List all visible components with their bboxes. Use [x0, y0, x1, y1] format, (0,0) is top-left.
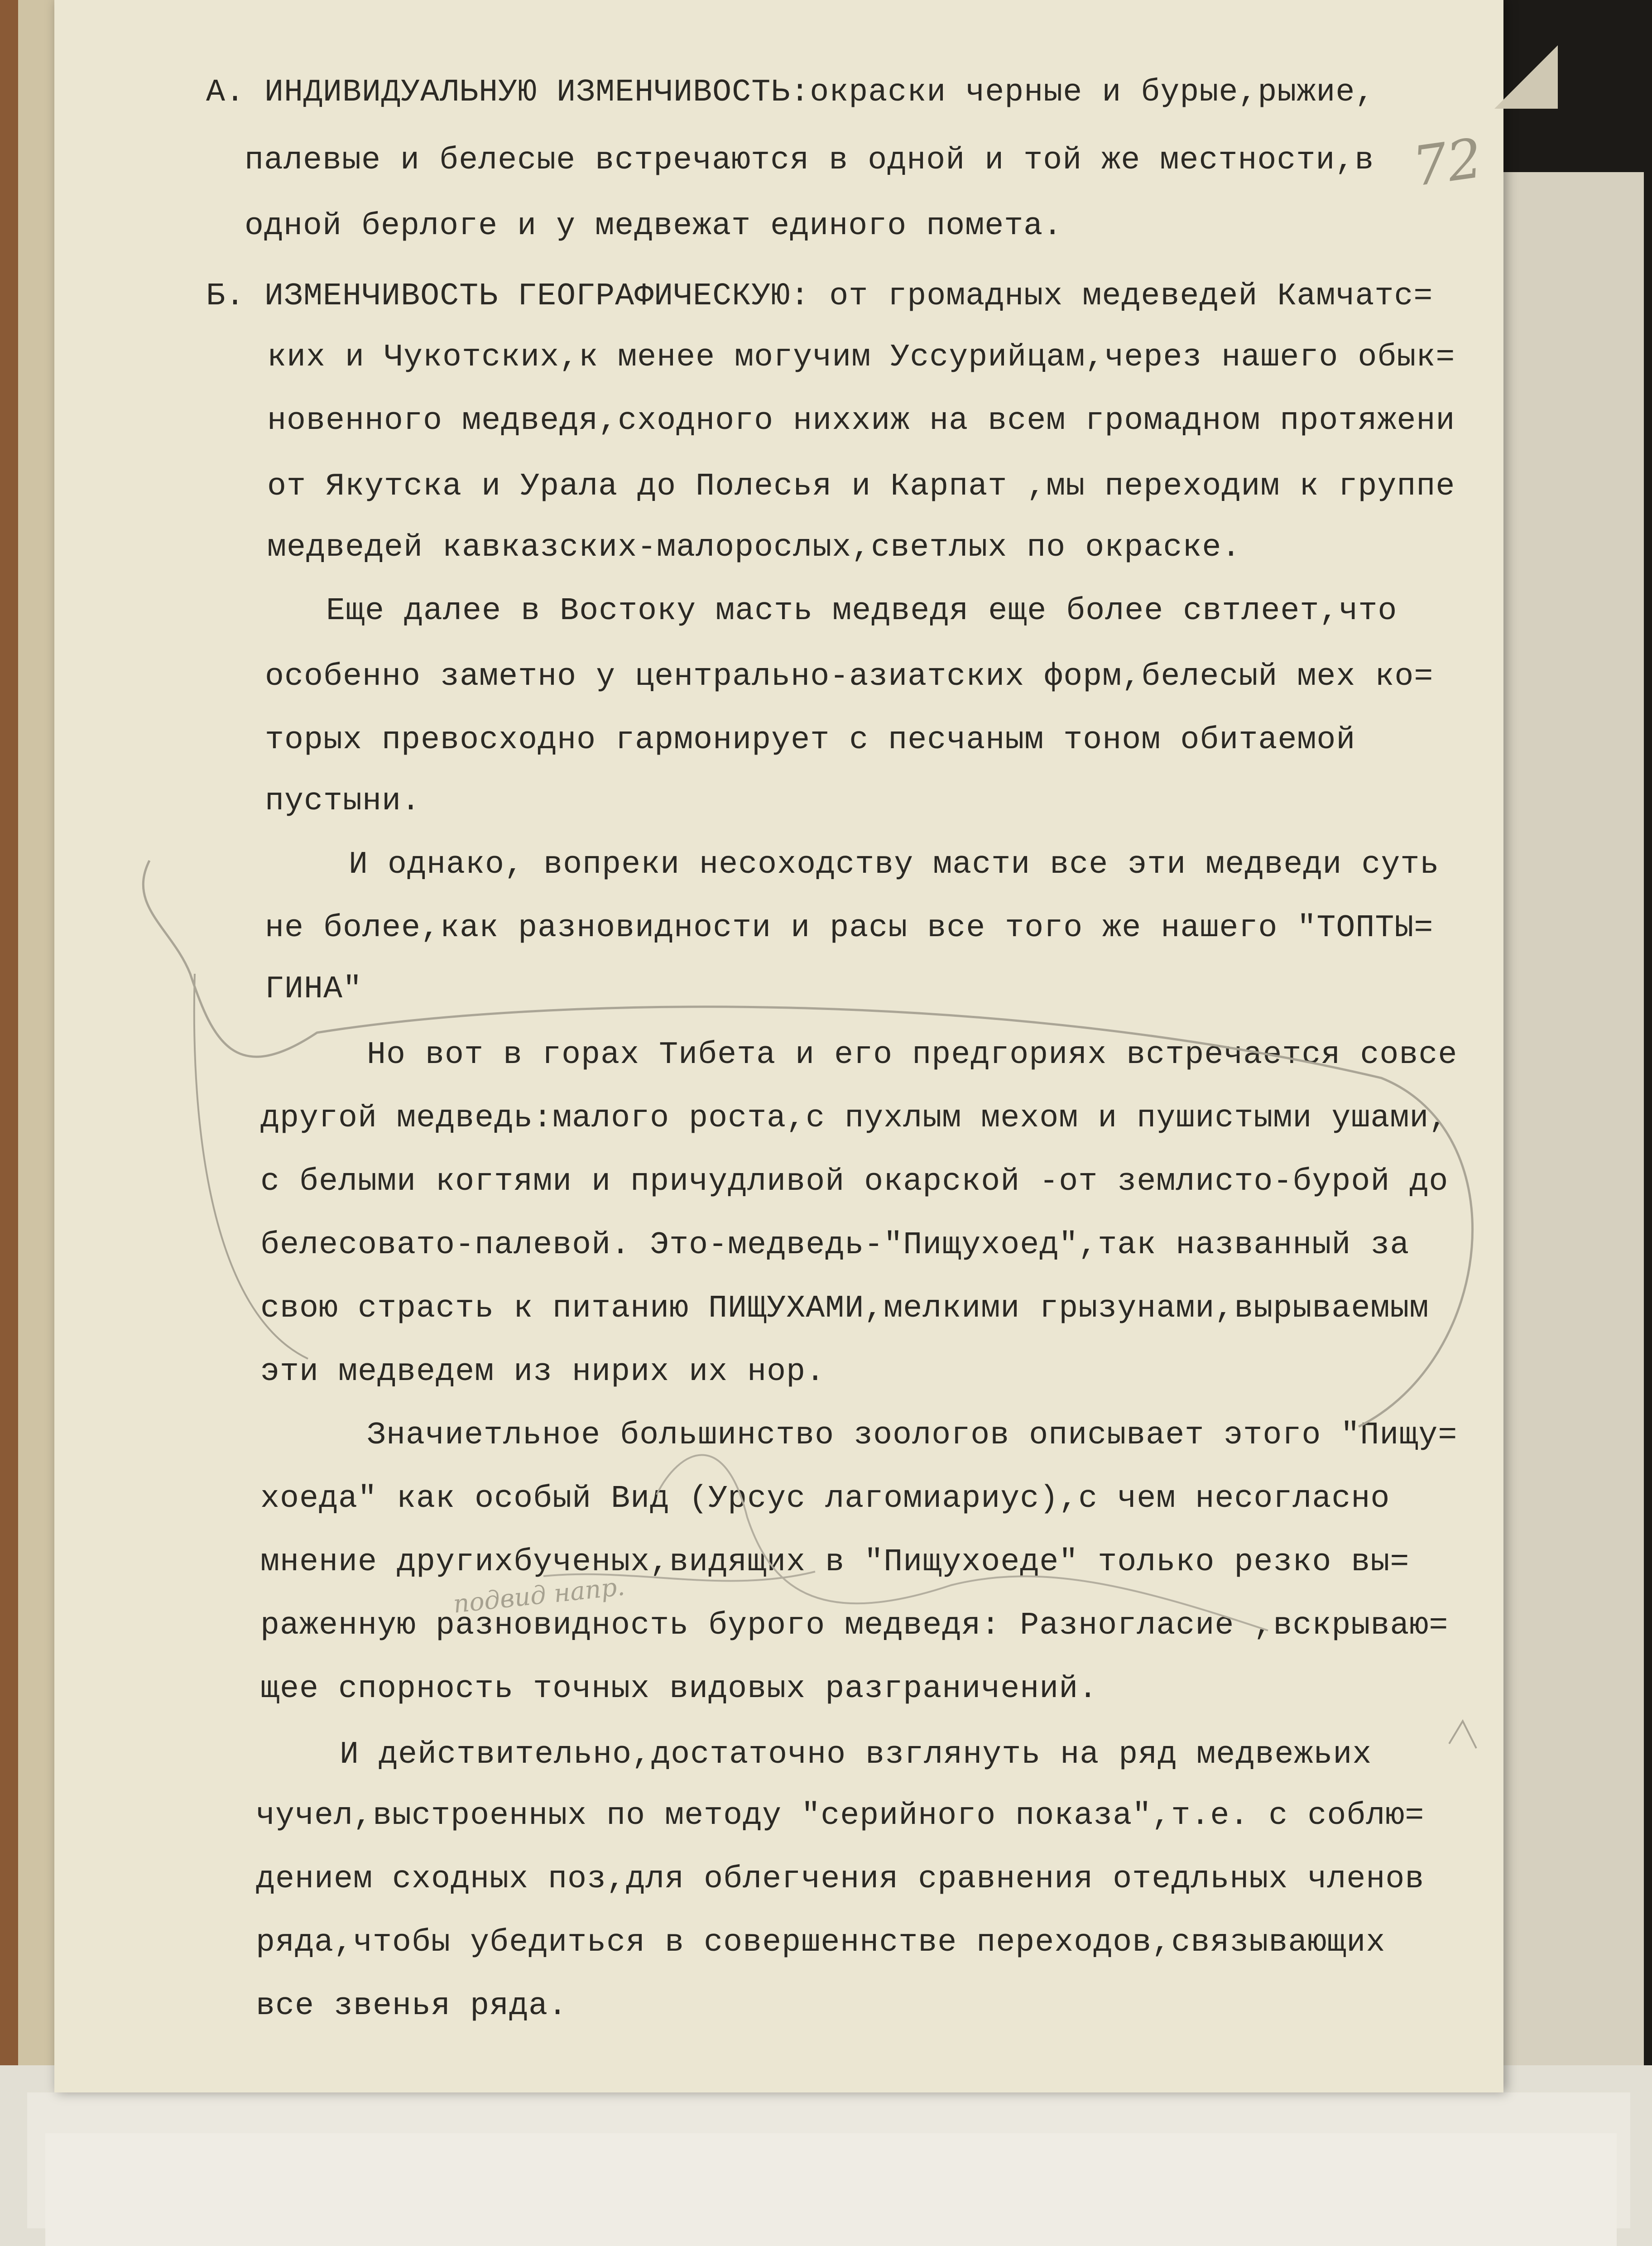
typed-text-body: [54, 0, 1503, 2092]
text-line: ких и Чукотских,к менее могучим Уссурийцам,через нашего обык=: [267, 340, 1455, 375]
pencil-marginal-note: подвид напр.: [451, 1572, 626, 1619]
text-line: другой медведь:малого роста,с пухлым мехом и пушистыми ушами,: [260, 1101, 1449, 1136]
text-line: не более,как разновидности и расы все того же нашего "ТОПТЫ=: [265, 910, 1434, 946]
text-line: А. ИНДИВИДУАЛЬНУЮ ИЗМЕНЧИВОСТЬ:окраски черные и бурые,рыжие,: [206, 75, 1375, 111]
text-line: все звенья ряда.: [256, 1988, 568, 2024]
folio-number: 72: [1409, 127, 1486, 199]
text-line: одной берлоге и у медвежат единого помета.: [245, 208, 1063, 244]
text-line: И однако, вопреки несоходству масти все эти медведи суть: [349, 847, 1440, 883]
text-line: пустыни.: [265, 784, 421, 819]
text-line: торых прeвосходно гармонирует с песчаным тоном обитаемой: [265, 722, 1356, 758]
text-line: белесовато-палевой. Это-медведь-"Пищухоед",так названный за: [260, 1227, 1410, 1263]
text-line: чучел,выстроенных по методу "серийного показа",т.е. с соблю=: [256, 1798, 1425, 1834]
text-line: особенно заметно у центрально-азиатских форм,белесый мех ко=: [265, 659, 1434, 695]
text-line: Значиетльное большинство зоологов описывает этого "Пищу=: [367, 1418, 1458, 1453]
text-line: раженную разновидность бурого медведя: Разногласие ,вскрываю=: [260, 1608, 1449, 1644]
page-corner-fold: [1494, 45, 1558, 109]
text-line: хоеда" как особый Вид (Урсус лагомиариус),с чем несогласно: [260, 1481, 1390, 1517]
text-line: ряда,чтобы убедиться в совершеннстве переходов,связывающих: [256, 1925, 1386, 1961]
text-line: новенного медведя,сходного ниххиж на всем громадном протяжени: [267, 403, 1455, 439]
text-line: дением сходных поз,для облегчения сравнения отедльных членов: [256, 1861, 1425, 1897]
text-line: палевые и белесые встречаются в одной и той же местности,в: [245, 143, 1374, 178]
text-line: эти медведем из нирих их нор.: [260, 1354, 826, 1390]
typewritten-page: [54, 0, 1503, 2092]
text-line: И действительно,достаточно взглянуть на ряд медвежьих: [340, 1737, 1372, 1773]
text-line: с белыми когтями и причудливой окарской -от землисто-бурой до: [260, 1164, 1449, 1200]
text-line: ГИНА": [265, 972, 363, 1007]
underlying-sheet-right: [1494, 172, 1644, 2246]
underlying-sheet-layer: [45, 2133, 1617, 2246]
text-line: от Якутска и Урала до Полесья и Карпат ,мы переходим к группе: [267, 469, 1455, 505]
text-line: Еще далее в Востоку масть медведя еще более свтлеет,что: [326, 593, 1397, 629]
text-line: Но вот в горах Тибета и его предгориях встречается совсе: [367, 1037, 1458, 1073]
folder-cover-edge: [0, 0, 18, 2083]
text-line: свою страсть к питанию ПИЩУХАМИ,мелкими грызунами,вырываемым: [260, 1291, 1429, 1327]
text-line: Б. ИЗМЕНЧИВОСТЬ ГЕОГРАФИЧЕСКУЮ: от громадных медеведей Камчатс=: [206, 279, 1433, 314]
text-line: медведей кавказских-малорослых,светлых по окраске.: [267, 530, 1241, 566]
text-line: мнение другихбученых,видящих в "Пищухоеде" только резко вы=: [260, 1544, 1410, 1580]
text-line: щее спорность точных видовых разграничений.: [260, 1671, 1098, 1707]
